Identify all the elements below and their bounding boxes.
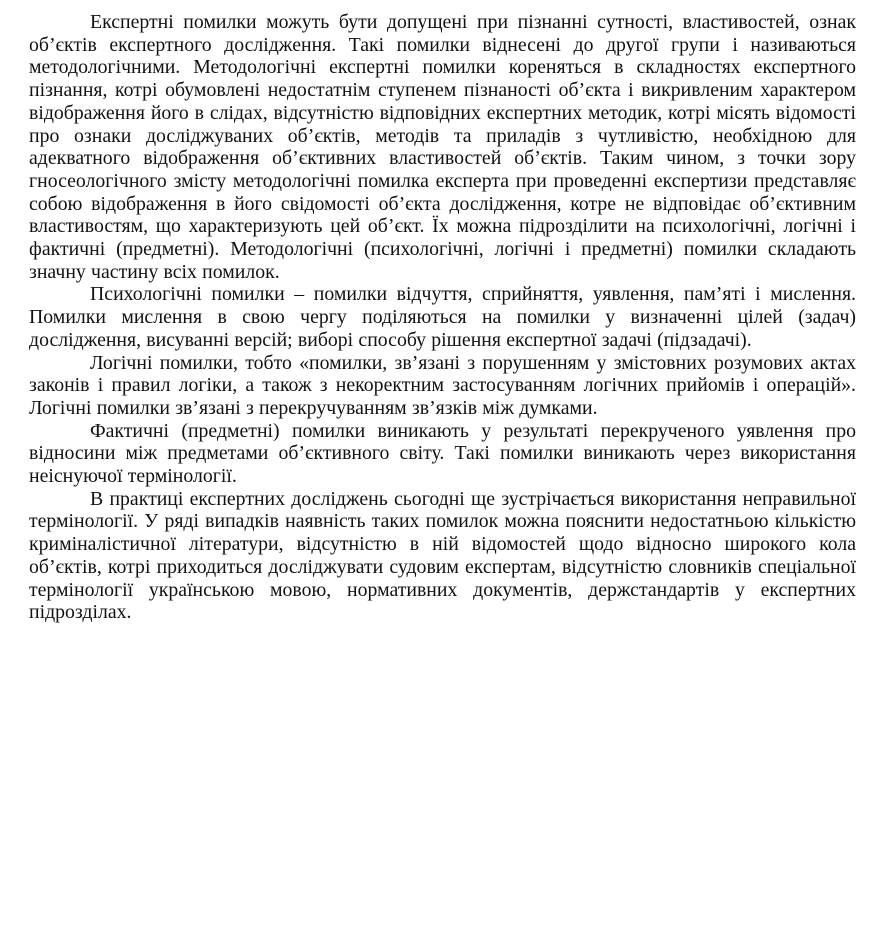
paragraph-factual-errors: Фактичні (предметні) помилки виникають у результаті перекрученого уявлення про відносини між предметами об’єктивного світу. Такі помилки виникають через використання неіснуючої термінології. — [29, 419, 856, 488]
paragraph-psychological-errors: Психологічні помилки – помилки відчуття, сприйняття, уявлення, пам’яті і мислення. Помилки мислення в свою чергу поділяються на помилки у визначенні цілей (задач) дослідження, висуванні версій; виборі способу рішення експертної задачі (підзадачі). — [29, 283, 856, 351]
paragraph-expert-errors: Експертні помилки можуть бути допущені при пізнанні сутності, властивостей, ознак об’єктів експертного дослідження. Такі помилки віднесені до другої групи і називаються методологічними. Методологічні експертні помилки кореняться в складностях експертного пізнання, котрі обумовлені недостатнім ступенем пізнаності об’єкта і викривленим характером відображення його в слідах, відсутністю відповідних експертних методик, котрі місять відомості про ознаки досліджуваних об’єктів, методів та приладів з чутливістю, необхідною для адекватного відображення об’єктивних властивостей об’єктів. Таким чином, з точки зору гносеологічного змісту методологічні помилка експерта при проведенні експертизи представляє собою відображення в його свідомості об’єкта дослідження, котре не відповідає об’єктивним властивостям, що характеризують цей об’єкт. Їх можна підрозділити на психологічні, логічні і фактичні (предметні). Методологічні (психологічні, логічні і предметні) помилки складають значну частину всіх помилок. — [29, 11, 856, 283]
paragraph-logical-errors: Логічні помилки, тобто «помилки, зв’язані з порушенням у змістовних розумових актах законів і правил логіки, а також з некоректним застосуванням логічних прийомів і операцій». Логічні помилки зв’язані з перекручуванням зв’язків між думками. — [29, 351, 856, 419]
paragraph-terminology-practice: В практиці експертних досліджень сьогодні ще зустрічається використання неправильної термінології. У ряді випадків наявність таких помилок можна пояснити недостатньою кількістю криміналістичної літератури, відсутністю в ній відомостей щодо відносно широкого кола об’єктів, котрі приходиться досліджувати судовим експертам, відсутністю словників спеціальної термінології українською мовою, нормативних документів, держстандартів у експертних підрозділах. — [29, 487, 856, 624]
